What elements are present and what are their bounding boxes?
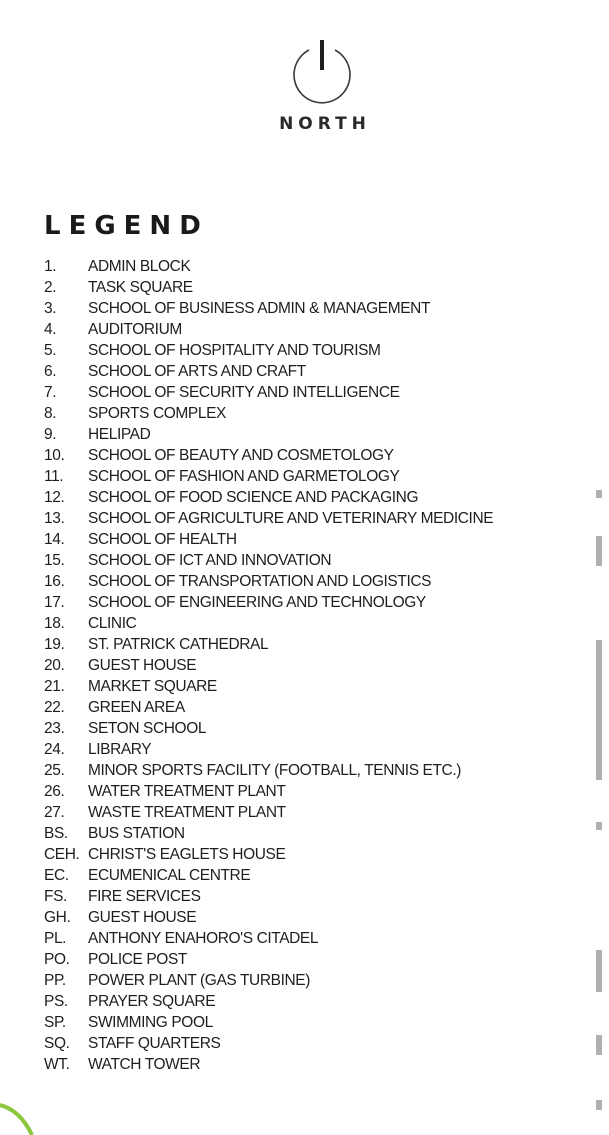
legend-item-key: 6.	[44, 363, 57, 380]
legend-item-key: 12.	[44, 489, 65, 506]
legend-item-key: FS.	[44, 888, 67, 905]
legend-item-key: 7.	[44, 384, 57, 401]
legend-item-label: PRAYER SQUARE	[88, 993, 216, 1010]
legend-list	[44, 256, 604, 1075]
legend-item-key: 5.	[44, 342, 57, 359]
legend-item	[44, 676, 604, 697]
legend-item	[44, 1033, 604, 1054]
map-edge-fragment	[592, 300, 609, 1135]
legend-item-key: 22.	[44, 699, 65, 716]
legend-item-key: 24.	[44, 741, 65, 758]
legend-item	[44, 319, 604, 340]
legend-item-key: 19.	[44, 636, 65, 653]
legend-item	[44, 886, 604, 907]
legend-item	[44, 1054, 604, 1075]
legend-item-key: 14.	[44, 531, 65, 548]
legend-item	[44, 613, 604, 634]
legend-item	[44, 424, 604, 445]
legend-item	[44, 823, 604, 844]
legend-item-key: 15.	[44, 552, 65, 569]
legend-item-label: GUEST HOUSE	[88, 909, 197, 926]
legend-item-label: SCHOOL OF FOOD SCIENCE AND PACKAGING	[88, 489, 419, 506]
map-boundary-arc	[0, 1085, 60, 1135]
legend-item-key: GH.	[44, 909, 71, 926]
legend-item-key: 3.	[44, 300, 57, 317]
legend-item-key: 21.	[44, 678, 65, 695]
legend-item-label: BUS STATION	[88, 825, 185, 842]
legend-item-key: PS.	[44, 993, 68, 1010]
legend-item-key: 9.	[44, 426, 57, 443]
legend-item-label: SETON SCHOOL	[88, 720, 207, 737]
legend-item-label: STAFF QUARTERS	[88, 1035, 221, 1052]
north-indicator	[0, 0, 609, 150]
legend-item-label: SCHOOL OF SECURITY AND INTELLIGENCE	[88, 384, 400, 401]
legend-item-label: SCHOOL OF TRANSPORTATION AND LOGISTICS	[88, 573, 432, 590]
legend-item-key: 17.	[44, 594, 65, 611]
legend-item-label: POWER PLANT (GAS TURBINE)	[88, 972, 310, 989]
legend-item-key: 20.	[44, 657, 65, 674]
legend-item-key: SP.	[44, 1014, 66, 1031]
legend-item-label: SCHOOL OF FASHION AND GARMETOLOGY	[88, 468, 400, 485]
legend-item-key: 4.	[44, 321, 57, 338]
legend-item-key: 16.	[44, 573, 65, 590]
legend-item	[44, 592, 604, 613]
legend-item	[44, 550, 604, 571]
legend-item-label: SCHOOL OF ICT AND INNOVATION	[88, 552, 332, 569]
legend-item	[44, 802, 604, 823]
legend-item-label: SCHOOL OF HEALTH	[88, 531, 237, 548]
legend-item-key: 26.	[44, 783, 65, 800]
legend-item-label: SCHOOL OF ENGINEERING AND TECHNOLOGY	[88, 594, 426, 611]
legend-item-label: AUDITORIUM	[88, 321, 182, 338]
legend-item-key: 1.	[44, 258, 57, 275]
legend-item-key: 27.	[44, 804, 65, 821]
legend-item	[44, 949, 604, 970]
legend-item-label: SCHOOL OF ARTS AND CRAFT	[88, 363, 306, 380]
legend-item	[44, 781, 604, 802]
compass-north-icon	[287, 36, 357, 106]
legend-item-label: SCHOOL OF AGRICULTURE AND VETERINARY MEDICINE	[88, 510, 494, 527]
legend-item	[44, 844, 604, 865]
legend-item	[44, 970, 604, 991]
legend-item	[44, 340, 604, 361]
legend-item	[44, 928, 604, 949]
legend-item-label: SPORTS COMPLEX	[88, 405, 226, 422]
legend-item-label: ST. PATRICK CATHEDRAL	[88, 636, 269, 653]
legend-item	[44, 991, 604, 1012]
legend-item	[44, 760, 604, 781]
legend-item-key: 11.	[44, 468, 64, 485]
legend-item-key: 8.	[44, 405, 57, 422]
legend-item-label: TASK SQUARE	[88, 279, 193, 296]
legend	[44, 208, 604, 1075]
legend-item-label: WATER TREATMENT PLANT	[88, 783, 286, 800]
legend-item-key: 10.	[44, 447, 65, 464]
legend-item-key: 18.	[44, 615, 65, 632]
legend-item-key: PO.	[44, 951, 70, 968]
legend-item	[44, 571, 604, 592]
legend-item	[44, 445, 604, 466]
legend-item	[44, 487, 604, 508]
legend-item-label: WASTE TREATMENT PLANT	[88, 804, 286, 821]
legend-item-key: 23.	[44, 720, 65, 737]
legend-item	[44, 739, 604, 760]
legend-item-label: ECUMENICAL CENTRE	[88, 867, 251, 884]
legend-item-label: GUEST HOUSE	[88, 657, 197, 674]
legend-item-label: ANTHONY ENAHORO'S CITADEL	[88, 930, 319, 947]
legend-item	[44, 865, 604, 886]
legend-item-key: 13.	[44, 510, 65, 527]
legend-item-label: WATCH TOWER	[88, 1056, 201, 1073]
legend-item-key: PL.	[44, 930, 67, 947]
legend-item	[44, 466, 604, 487]
legend-item-label: SCHOOL OF BUSINESS ADMIN & MANAGEMENT	[88, 300, 431, 317]
legend-item	[44, 277, 604, 298]
legend-item	[44, 508, 604, 529]
legend-item-key: 2.	[44, 279, 57, 296]
legend-item-label: FIRE SERVICES	[88, 888, 201, 905]
legend-item	[44, 361, 604, 382]
legend-item	[44, 1012, 604, 1033]
legend-item	[44, 382, 604, 403]
legend-item-label: HELIPAD	[88, 426, 151, 443]
legend-item-label: CLINIC	[88, 615, 137, 632]
legend-item	[44, 634, 604, 655]
legend-item-label: SCHOOL OF HOSPITALITY AND TOURISM	[88, 342, 381, 359]
legend-item	[44, 529, 604, 550]
legend-item-key: EC.	[44, 867, 69, 884]
legend-item-key: WT.	[44, 1056, 70, 1073]
legend-item-key: CEH.	[44, 846, 80, 863]
legend-item-label: SCHOOL OF BEAUTY AND COSMETOLOGY	[88, 447, 394, 464]
legend-item-label: MARKET SQUARE	[88, 678, 217, 695]
legend-item	[44, 298, 604, 319]
legend-item-label: ADMIN BLOCK	[88, 258, 191, 275]
legend-item	[44, 403, 604, 424]
legend-item	[44, 718, 604, 739]
legend-item-key: 25.	[44, 762, 65, 779]
legend-item-key: SQ.	[44, 1035, 70, 1052]
legend-item-label: GREEN AREA	[88, 699, 185, 716]
legend-item-label: LIBRARY	[88, 741, 152, 758]
legend-item	[44, 655, 604, 676]
legend-item-key: PP.	[44, 972, 66, 989]
legend-item	[44, 256, 604, 277]
legend-item-key: BS.	[44, 825, 68, 842]
legend-item	[44, 697, 604, 718]
legend-item-label: MINOR SPORTS FACILITY (FOOTBALL, TENNIS ETC.)	[88, 762, 462, 779]
legend-item	[44, 907, 604, 928]
legend-item-label: POLICE POST	[88, 951, 187, 968]
legend-item-label: SWIMMING POOL	[88, 1014, 213, 1031]
north-label: NORTH	[279, 114, 371, 134]
legend-item-label: CHRIST'S EAGLETS HOUSE	[88, 846, 286, 863]
legend-title: LEGEND	[44, 211, 209, 241]
